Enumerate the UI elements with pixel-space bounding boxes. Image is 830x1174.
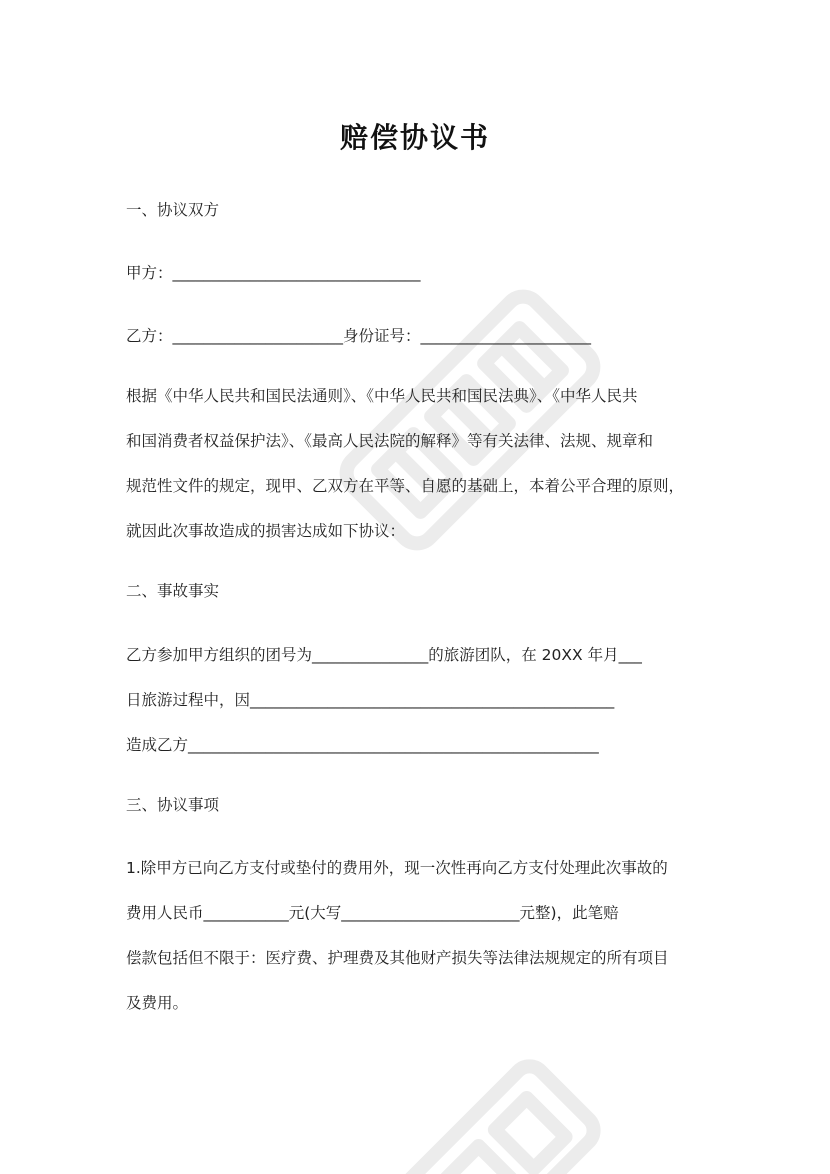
- section-heading-facts: 二、事故事实: [126, 582, 220, 600]
- basis-paragraph-line: 和国消费者权益保护法》、《最高人民法院的解释》等有关法律、法规、规章和: [126, 432, 654, 450]
- section-heading-parties: 一、协议双方: [126, 201, 220, 219]
- facts-line: 乙方参加甲方组织的团号为_______________的旅游团队，在 20XX 年月___: [126, 646, 642, 664]
- watermark-logo-icon-bottom: [330, 1030, 630, 1174]
- section-heading-terms: 三、协议事项: [126, 796, 220, 814]
- party-a-field: 甲方：________________________________: [126, 264, 421, 282]
- basis-paragraph-line: 根据《中华人民共和国民法通则》、《中华人民共和国民法典》、《中华人民共: [126, 387, 638, 405]
- terms-item-line: 偿款包括但不限于：医疗费、护理费及其他财产损失等法律法规规定的所有项目: [126, 949, 669, 967]
- terms-item-line: 及费用。: [126, 994, 189, 1012]
- facts-line: 造成乙方_____________________________________________________: [126, 736, 599, 754]
- basis-paragraph-line: 规范性文件的规定，现甲、乙双方在平等、自愿的基础上，本着公平合理的原则，: [126, 477, 685, 495]
- terms-item-line: 费用人民币___________元(大写_______________________元整)，此笔赔: [126, 904, 619, 922]
- document-title: 赔偿协议书: [339, 121, 490, 154]
- basis-paragraph-line: 就因此次事故造成的损害达成如下协议：: [126, 522, 406, 540]
- facts-line: 日旅游过程中，因_______________________________________________: [126, 691, 615, 709]
- party-b-field: 乙方：______________________身份证号：______________________: [126, 327, 592, 345]
- terms-item-line: 1.除甲方已向乙方支付或垫付的费用外，现一次性再向乙方支付处理此次事故的: [126, 859, 668, 877]
